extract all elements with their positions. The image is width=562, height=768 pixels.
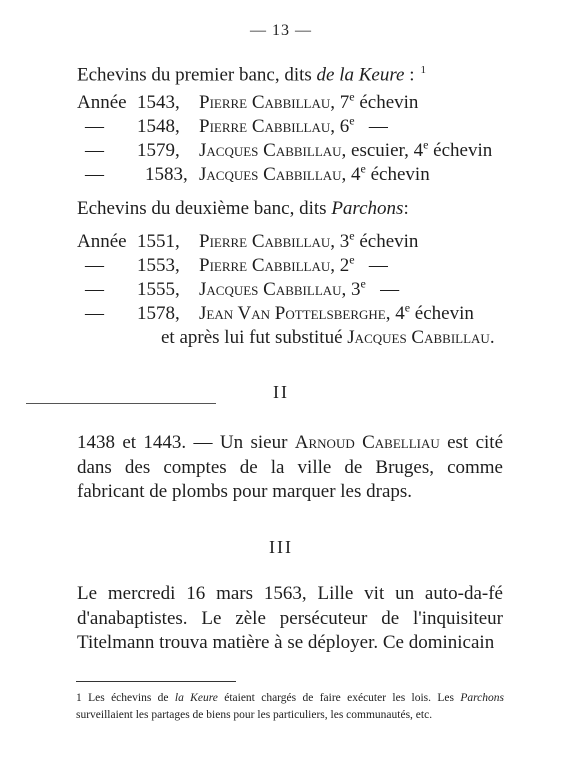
heading-deuxieme-prefix: Echevins du deuxième banc, dits — [77, 198, 332, 219]
section-numeral-ii: II — [273, 382, 289, 402]
row-year: 1543, — [137, 92, 180, 113]
continuation-line — [161, 326, 495, 350]
list-item — [85, 139, 525, 163]
row-rank: , escuier, 4 — [341, 140, 424, 161]
row-year: 1551, — [137, 231, 180, 252]
footnote-part2: étaient chargés de faire exécuter les lois. Les — [217, 692, 461, 704]
row-year: 1548, — [137, 116, 180, 137]
list-item — [85, 163, 525, 187]
row-prefix: — — [85, 279, 104, 300]
footnote-mark: 1 — [76, 692, 82, 704]
list-item — [85, 115, 525, 139]
continuation-name: Jacques Cabbillau — [347, 327, 490, 348]
row-rank-sup: e — [349, 113, 355, 128]
heading-deuxieme-banc — [77, 197, 409, 221]
row-prefix: — — [85, 116, 104, 137]
row-prefix: — — [85, 303, 104, 324]
row-name: Jacques Cabbillau — [199, 140, 342, 161]
footnote-part3: surveillaient les partages de biens pour les particuliers, les communautés, etc. — [76, 709, 433, 721]
page-number: — 13 — — [250, 22, 312, 39]
row-prefix: — — [85, 140, 104, 161]
row-name: Jacques Cabbillau — [199, 164, 342, 185]
heading-premier-banc — [77, 58, 426, 87]
row-name: Jean Van Pottelsberghe — [199, 303, 386, 324]
row-rank-sup: e — [349, 228, 355, 243]
row-rank-tail: — — [365, 279, 400, 300]
row-prefix: — — [85, 255, 104, 276]
row-prefix: — — [85, 164, 104, 185]
paragraph-section-ii — [77, 431, 503, 505]
divider — [26, 403, 216, 404]
row-rank-tail: échevin — [354, 92, 419, 113]
heading-deuxieme-suffix: : — [403, 198, 409, 219]
footnote-divider — [76, 681, 236, 682]
footnote-italic2: Parchons — [460, 692, 504, 704]
heading-premier-prefix: Echevins du premier banc, dits — [77, 64, 317, 86]
row-rank: , 4 — [341, 164, 361, 185]
row-rank-sup: e — [360, 276, 366, 291]
heading-premier-suffix: : — [404, 64, 415, 86]
section-ii-text-start: 1438 et 1443. — Un sieur — [77, 432, 295, 453]
list-item — [85, 302, 525, 326]
continuation-prefix: et après lui fut substitué — [161, 327, 348, 348]
heading-deuxieme-italic: Parchons — [331, 198, 404, 219]
row-rank: , 2 — [330, 255, 350, 276]
row-name: Pierre Cabbillau — [199, 231, 331, 252]
row-rank-tail: — — [354, 116, 388, 137]
row-name: Pierre Cabbillau — [199, 116, 331, 137]
footnote-part1: Les échevins de — [81, 692, 175, 704]
list-item — [77, 230, 517, 254]
row-rank-tail: échevin — [428, 140, 493, 161]
footnote-reference: 1 — [420, 64, 427, 76]
row-rank-tail: échevin — [354, 231, 419, 252]
section-ii-text-end: est cité dans des comptes de la ville de Bruges, comme fabricant de plombs pour marquer les draps. — [77, 432, 503, 502]
list-item — [85, 254, 525, 278]
footnote-italic1: la Keure — [174, 692, 218, 704]
row-rank-tail: échevin — [410, 303, 474, 324]
row-rank: , 3 — [341, 279, 361, 300]
section-numeral-iii: III — [269, 537, 293, 557]
row-rank: , 3 — [330, 231, 350, 252]
row-rank: , 6 — [330, 116, 350, 137]
row-rank-sup: e — [349, 252, 355, 267]
row-name: Pierre Cabbillau — [199, 255, 331, 276]
row-rank-tail: — — [354, 255, 388, 276]
row-rank-sup: e — [423, 137, 429, 152]
section-ii-name: Arnoud Cabelliau — [294, 432, 440, 453]
row-prefix: Année — [77, 92, 127, 113]
row-name: Pierre Cabbillau — [199, 92, 331, 113]
row-year: 1553, — [137, 255, 180, 276]
row-year: 1579, — [137, 140, 180, 161]
row-prefix: Année — [77, 231, 127, 252]
list-item — [85, 278, 525, 302]
row-year: 1578, — [137, 303, 180, 324]
row-rank-tail: échevin — [365, 164, 430, 185]
row-name: Jacques Cabbillau — [199, 279, 342, 300]
footnote — [76, 690, 504, 724]
row-rank: , 4 — [385, 303, 405, 324]
row-rank: , 7 — [330, 92, 350, 113]
row-rank-sup: e — [404, 300, 411, 315]
row-rank-sup: e — [349, 89, 355, 104]
row-rank-sup: e — [360, 161, 366, 176]
heading-premier-italic: de la Keure — [316, 64, 405, 86]
row-year: 1555, — [137, 279, 180, 300]
paragraph-section-iii: Le mercredi 16 mars 1563, Lille vit un auto-da-fé d'anabaptistes. Le zèle persécuteur de l'inquisiteur Titelmann trouva matière à se déployer. Ce dominicain — [77, 583, 503, 653]
list-item — [77, 91, 517, 115]
continuation-suffix: . — [489, 327, 495, 348]
row-year: 1583, — [145, 164, 188, 185]
